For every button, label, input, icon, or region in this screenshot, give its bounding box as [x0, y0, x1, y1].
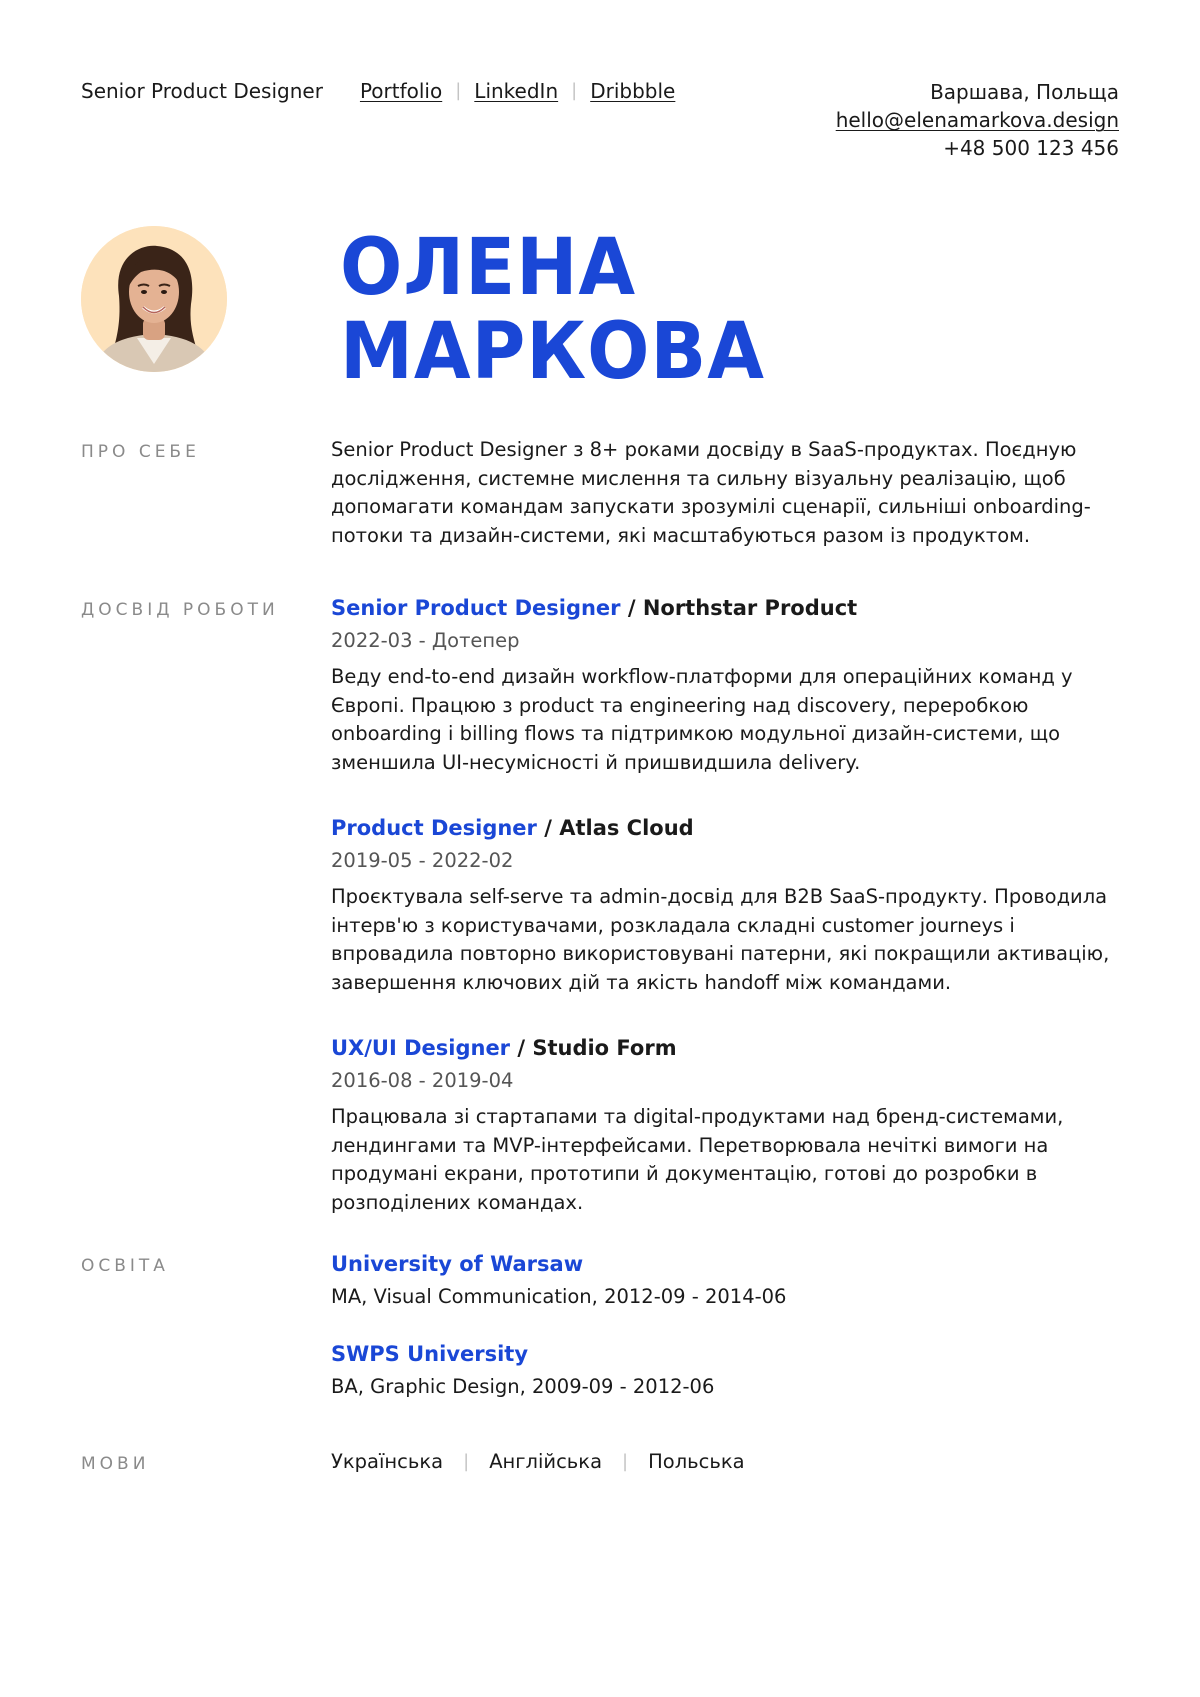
education-label: ОСВІТА: [81, 1256, 169, 1276]
degree-detail: BA, Graphic Design, 2009-09 - 2012-06: [331, 1374, 715, 1398]
full-name: [340, 223, 765, 397]
header-role: Senior Product Designer: [81, 79, 323, 103]
language-list: [331, 1448, 1119, 1477]
education-entry: [331, 1250, 1119, 1312]
degree-detail: MA, Visual Communication, 2012-09 - 2014-06: [331, 1285, 787, 1308]
experience-section: [81, 594, 1119, 1217]
last-name: МАРКОВА: [340, 307, 765, 397]
about-section: [81, 436, 1119, 550]
avatar: [81, 226, 227, 372]
resume-header: [81, 78, 1119, 162]
languages-section: [81, 1448, 1119, 1477]
link-separator: |: [455, 80, 462, 101]
job-entry: [331, 814, 1119, 997]
avatar-portrait: [81, 226, 227, 372]
language-separator: |: [463, 1451, 470, 1472]
education-entry: [331, 1340, 1119, 1402]
job-entry: [331, 1034, 1119, 1217]
about-text: Senior Product Designer з 8+ роками досвіду в SaaS-продуктах. Поєдную дослідження, системне мислення та сильну візуальну реалізацію, щоб допомагати командам запускати зрозумілі сценарії, сильніші onboarding-потоки та дизайн-системи, які масштабуються разом із продуктом.: [331, 438, 1091, 547]
about-label: ПРО СЕБЕ: [81, 442, 200, 462]
job-dates: 2022-03 - Дотепер: [331, 629, 520, 652]
education-list: [331, 1250, 1119, 1401]
profile-links: [360, 78, 675, 104]
job-description: Працювала зі стартапами та digital-продуктами над бренд-системами, лендингами та MVP-інтерфейсами. Перетворювала нечіткі вимоги на продумані екрани, прототипи й документацію, готові до розробки в розподілених командах.: [331, 1105, 1064, 1214]
job-company: / Atlas Cloud: [536, 816, 694, 840]
job-title: Product Designer: [331, 816, 537, 840]
header-left: [81, 78, 675, 104]
school-name: University of Warsaw: [331, 1252, 584, 1276]
job-title: Senior Product Designer: [331, 596, 621, 620]
language-item: Польська: [648, 1450, 745, 1473]
language-item: Українська: [331, 1450, 444, 1473]
job-heading: [331, 1034, 1119, 1062]
job-heading: [331, 814, 1119, 842]
experience-label: ДОСВІД РОБОТИ: [81, 600, 279, 620]
job-company: / Studio Form: [510, 1036, 677, 1060]
languages-label: МОВИ: [81, 1454, 150, 1474]
job-company: / Northstar Product: [620, 596, 858, 620]
job-description: Веду end-to-end дизайн workflow-платформи для операційних команд у Європі. Працюю з product та engineering над discovery, переробкою onboarding і billing flows та підтримкою модульної дизайн-системи, що зменшила UI-несумісності й пришвидшила delivery.: [331, 665, 1073, 774]
linkedin-link[interactable]: LinkedIn: [474, 79, 559, 103]
language-item: Англійська: [489, 1450, 603, 1473]
experience-list: [331, 594, 1119, 1217]
portfolio-link[interactable]: Portfolio: [359, 79, 443, 103]
job-dates: 2016-08 - 2019-04: [331, 1069, 514, 1092]
education-section: [81, 1250, 1119, 1401]
first-name: ОЛЕНА: [340, 223, 637, 313]
job-entry: [331, 594, 1119, 777]
job-title: UX/UI Designer: [331, 1036, 511, 1060]
location-text: Варшава, Польща: [930, 80, 1119, 104]
language-separator: |: [622, 1451, 629, 1472]
dribbble-link[interactable]: Dribbble: [590, 79, 676, 103]
school-name: SWPS University: [331, 1341, 529, 1366]
link-separator: |: [571, 80, 578, 101]
job-description: Проєктувала self-serve та admin-досвід для B2B SaaS-продукту. Проводила інтерв'ю з користувачами, розкладала складні customer journeys і впровадила повторно використовувані патерни, які покращили активацію, завершення ключових дій та якість handoff між командами.: [331, 885, 1110, 994]
job-heading: [331, 594, 1119, 622]
contact-info: [836, 78, 1119, 162]
phone-text: +48 500 123 456: [943, 136, 1119, 160]
job-dates: 2019-05 - 2022-02: [331, 849, 514, 872]
email-link[interactable]: hello@elenamarkova.design: [835, 108, 1119, 132]
